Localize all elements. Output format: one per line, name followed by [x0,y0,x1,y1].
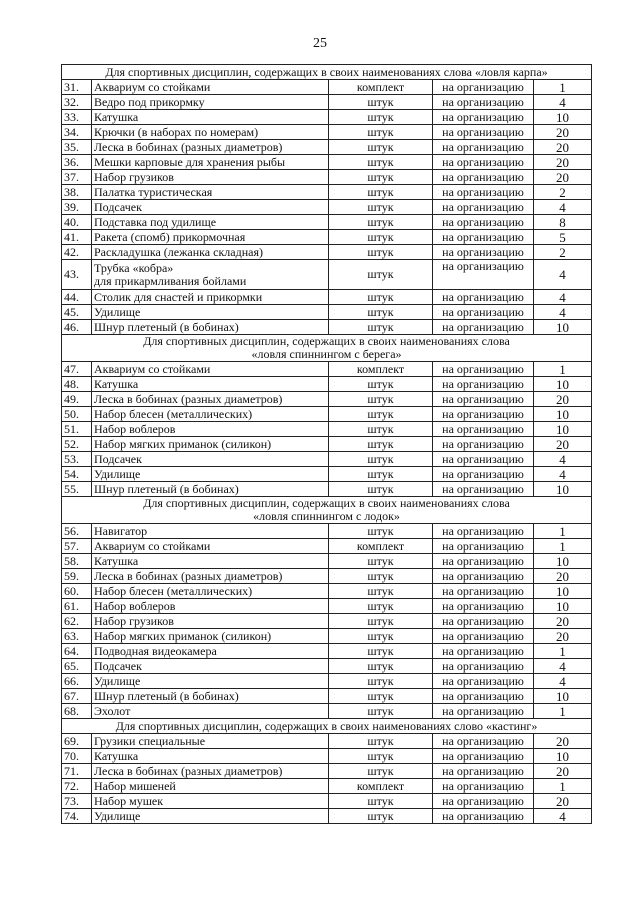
quantity-cell: 10 [534,407,592,422]
section-title-line: Для спортивных дисциплин, содержащих в своих наименованиях слова [143,334,510,348]
table-row [62,320,592,335]
unit-cell: штук [329,320,433,335]
unit-cell: штук [329,140,433,155]
quantity-cell: 1 [534,779,592,794]
page-number: 25 [313,36,327,51]
table-row [62,260,592,290]
item-name-cell: Аквариум со стойками [92,80,329,95]
row-number-cell: 33. [62,110,92,125]
item-name-line: Трубка «кобра» [94,260,174,275]
row-number-cell: 47. [62,362,92,377]
table-row [62,422,592,437]
allocation-cell: на организацию [433,584,534,599]
table-row [62,185,592,200]
row-number-cell: 42. [62,245,92,260]
quantity-cell: 20 [534,125,592,140]
item-name-cell: Набор мягких приманок (силикон) [92,437,329,452]
item-name-cell: Набор блесен (металлических) [92,407,329,422]
table-row [62,305,592,320]
table-row [62,452,592,467]
table-row [62,599,592,614]
item-name-cell: Набор мишеней [92,779,329,794]
row-number-cell: 72. [62,779,92,794]
unit-cell: штук [329,125,433,140]
table-row [62,110,592,125]
table-row [62,407,592,422]
allocation-cell: на организацию [433,200,534,215]
table-row [62,674,592,689]
quantity-cell: 4 [534,452,592,467]
allocation-cell: на организацию [433,290,534,305]
item-name-cell: Грузики специальные [92,734,329,749]
unit-cell: штук [329,95,433,110]
unit-cell: штук [329,674,433,689]
quantity-cell: 4 [534,809,592,824]
row-number-cell: 68. [62,704,92,719]
unit-cell: штук [329,290,433,305]
allocation-cell: на организацию [433,734,534,749]
allocation-cell: на организацию [433,467,534,482]
allocation-cell: на организацию [433,809,534,824]
unit-cell: штук [329,734,433,749]
allocation-cell: на организацию [433,185,534,200]
quantity-cell: 20 [534,392,592,407]
item-name-cell: Катушка [92,749,329,764]
allocation-cell: на организацию [433,599,534,614]
item-name-cell: Катушка [92,554,329,569]
quantity-cell: 20 [534,734,592,749]
unit-cell: штук [329,392,433,407]
allocation-cell: на организацию [433,614,534,629]
row-number-cell: 57. [62,539,92,554]
allocation-cell: на организацию [433,794,534,809]
quantity-cell: 10 [534,320,592,335]
quantity-cell: 4 [534,95,592,110]
unit-cell: штук [329,245,433,260]
table-row [62,230,592,245]
item-name-cell [92,260,329,290]
allocation-cell: на организацию [433,245,534,260]
quantity-cell: 10 [534,422,592,437]
item-name-cell: Набор мушек [92,794,329,809]
row-number-cell: 49. [62,392,92,407]
table-row [62,614,592,629]
table-row [62,482,592,497]
row-number-cell: 45. [62,305,92,320]
table-row [62,644,592,659]
row-number-cell: 51. [62,422,92,437]
table-row [62,125,592,140]
item-name-cell: Удилище [92,809,329,824]
allocation-cell: на организацию [433,320,534,335]
quantity-cell: 20 [534,170,592,185]
unit-cell: штук [329,614,433,629]
table-row [62,809,592,824]
row-number-cell: 74. [62,809,92,824]
item-name-cell: Леска в бобинах (разных диаметров) [92,764,329,779]
row-number-cell: 65. [62,659,92,674]
item-name-cell: Набор воблеров [92,599,329,614]
quantity-cell: 20 [534,764,592,779]
section-header-row [62,335,592,362]
item-name-cell: Набор грузиков [92,170,329,185]
table-row [62,467,592,482]
item-name-cell: Катушка [92,110,329,125]
quantity-cell: 20 [534,155,592,170]
quantity-cell: 4 [534,467,592,482]
unit-cell: комплект [329,539,433,554]
item-name-cell: Подставка под удилище [92,215,329,230]
table-row [62,794,592,809]
row-number-cell: 50. [62,407,92,422]
row-number-cell: 55. [62,482,92,497]
table-row [62,200,592,215]
table-row [62,629,592,644]
quantity-cell: 2 [534,245,592,260]
quantity-cell: 10 [534,377,592,392]
unit-cell: штук [329,809,433,824]
unit-cell: штук [329,155,433,170]
allocation-cell: на организацию [433,305,534,320]
table-row [62,437,592,452]
table-row [62,569,592,584]
allocation-cell: на организацию [433,764,534,779]
section-title [62,335,592,362]
table-row [62,584,592,599]
table-row [62,764,592,779]
table-row [62,377,592,392]
quantity-cell: 1 [534,524,592,539]
quantity-cell: 10 [534,599,592,614]
allocation-cell: на организацию [433,140,534,155]
item-name-cell: Мешки карповые для хранения рыбы [92,155,329,170]
unit-cell: штук [329,437,433,452]
item-name-line: для прикармливания бойлами [94,273,247,288]
item-name-cell: Леска в бобинах (разных диаметров) [92,140,329,155]
section-title-line: «ловля спиннингом с берега» [251,347,402,361]
quantity-cell: 2 [534,185,592,200]
row-number-cell: 69. [62,734,92,749]
quantity-cell: 1 [534,644,592,659]
table-row [62,539,592,554]
item-name-cell: Шнур плетеный (в бобинах) [92,689,329,704]
allocation-cell: на организацию [433,230,534,245]
section-header-row [62,719,592,734]
quantity-cell: 10 [534,110,592,125]
section-title-line: Для спортивных дисциплин, содержащих в своих наименованиях слова «ловля карпа» [105,64,548,79]
unit-cell: штук [329,230,433,245]
row-number-cell: 48. [62,377,92,392]
item-name-cell: Удилище [92,674,329,689]
unit-cell: штук [329,110,433,125]
row-number-cell: 32. [62,95,92,110]
section-title [62,497,592,524]
row-number-cell: 39. [62,200,92,215]
allocation-cell: на организацию [433,437,534,452]
allocation-cell: на организацию [433,482,534,497]
item-name-cell: Аквариум со стойками [92,539,329,554]
row-number-cell: 40. [62,215,92,230]
table-row [62,734,592,749]
unit-cell: комплект [329,779,433,794]
unit-cell: штук [329,554,433,569]
row-number-cell: 35. [62,140,92,155]
allocation-cell: на организацию [433,569,534,584]
quantity-cell: 1 [534,362,592,377]
table-row [62,524,592,539]
row-number-cell: 36. [62,155,92,170]
row-number-cell: 38. [62,185,92,200]
item-name-cell: Подводная видеокамера [92,644,329,659]
row-number-cell: 61. [62,599,92,614]
allocation-cell: на организацию [433,170,534,185]
unit-cell: штук [329,407,433,422]
unit-cell: штук [329,452,433,467]
allocation-cell: на организацию [433,392,534,407]
allocation-cell: на организацию [433,125,534,140]
quantity-cell: 4 [534,659,592,674]
table-row [62,215,592,230]
item-name-cell: Раскладушка (лежанка складная) [92,245,329,260]
quantity-cell: 20 [534,140,592,155]
section-title-line: Для спортивных дисциплин, содержащих в своих наименованиях слово «кастинг» [115,718,538,733]
item-name-cell: Навигатор [92,524,329,539]
allocation-cell: на организацию [433,377,534,392]
row-number-cell: 31. [62,80,92,95]
unit-cell: штук [329,185,433,200]
quantity-cell: 1 [534,80,592,95]
allocation-cell: на организацию [433,260,534,290]
row-number-cell: 44. [62,290,92,305]
quantity-cell: 5 [534,230,592,245]
unit-cell: штук [329,260,433,290]
table-row [62,95,592,110]
allocation-cell: на организацию [433,539,534,554]
table-row [62,392,592,407]
quantity-cell: 4 [534,260,592,290]
unit-cell: штук [329,689,433,704]
unit-cell: комплект [329,362,433,377]
allocation-cell: на организацию [433,422,534,437]
allocation-cell: на организацию [433,215,534,230]
equipment-table-body [62,65,592,824]
allocation-cell: на организацию [433,644,534,659]
section-title-line: «ловля спиннингом с лодок» [253,509,400,523]
allocation-cell: на организацию [433,704,534,719]
section-header-row [62,65,592,80]
quantity-cell: 1 [534,704,592,719]
table-row [62,245,592,260]
quantity-cell: 20 [534,614,592,629]
row-number-cell: 64. [62,644,92,659]
row-number-cell: 59. [62,569,92,584]
quantity-cell: 20 [534,569,592,584]
unit-cell: штук [329,170,433,185]
section-title [62,65,592,80]
quantity-cell: 10 [534,689,592,704]
item-name-cell: Подсачек [92,659,329,674]
row-number-cell: 53. [62,452,92,467]
row-number-cell: 37. [62,170,92,185]
item-name-cell: Набор блесен (металлических) [92,584,329,599]
equipment-table [61,64,592,824]
item-name-cell: Шнур плетеный (в бобинах) [92,482,329,497]
allocation-cell: на организацию [433,749,534,764]
row-number-cell: 60. [62,584,92,599]
allocation-cell: на организацию [433,407,534,422]
item-name-cell: Удилище [92,467,329,482]
unit-cell: штук [329,467,433,482]
item-name-cell: Леска в бобинах (разных диаметров) [92,569,329,584]
allocation-cell: на организацию [433,110,534,125]
unit-cell: штук [329,764,433,779]
allocation-cell: на организацию [433,554,534,569]
allocation-cell: на организацию [433,524,534,539]
quantity-cell: 4 [534,305,592,320]
item-name-cell: Шнур плетеный (в бобинах) [92,320,329,335]
unit-cell: штук [329,629,433,644]
allocation-cell: на организацию [433,362,534,377]
allocation-cell: на организацию [433,779,534,794]
quantity-cell: 10 [534,554,592,569]
unit-cell: комплект [329,80,433,95]
allocation-cell: на организацию [433,155,534,170]
section-title-line: Для спортивных дисциплин, содержащих в своих наименованиях слова [143,496,510,510]
item-name-cell: Аквариум со стойками [92,362,329,377]
item-name-cell: Эхолот [92,704,329,719]
row-number-cell: 43. [62,260,92,290]
item-name-cell: Леска в бобинах (разных диаметров) [92,392,329,407]
unit-cell: штук [329,524,433,539]
unit-cell: штук [329,704,433,719]
item-name-cell: Ведро под прикормку [92,95,329,110]
quantity-cell: 20 [534,629,592,644]
unit-cell: штук [329,482,433,497]
row-number-cell: 46. [62,320,92,335]
row-number-cell: 54. [62,467,92,482]
allocation-cell: на организацию [433,689,534,704]
quantity-cell: 10 [534,482,592,497]
allocation-cell: на организацию [433,452,534,467]
row-number-cell: 63. [62,629,92,644]
row-number-cell: 73. [62,794,92,809]
unit-cell: штук [329,569,433,584]
unit-cell: штук [329,644,433,659]
unit-cell: штук [329,659,433,674]
item-name-cell: Столик для снастей и прикормки [92,290,329,305]
allocation-cell: на организацию [433,629,534,644]
allocation-cell: на организацию [433,80,534,95]
table-row [62,80,592,95]
unit-cell: штук [329,584,433,599]
quantity-cell: 4 [534,200,592,215]
unit-cell: штук [329,200,433,215]
unit-cell: штук [329,215,433,230]
unit-cell: штук [329,749,433,764]
table-row [62,140,592,155]
unit-cell: штук [329,599,433,614]
row-number-cell: 56. [62,524,92,539]
quantity-cell: 10 [534,749,592,764]
table-row [62,659,592,674]
quantity-cell: 20 [534,437,592,452]
item-name-cell: Набор мягких приманок (силикон) [92,629,329,644]
quantity-cell: 1 [534,539,592,554]
item-name-cell: Набор воблеров [92,422,329,437]
section-header-row [62,497,592,524]
table-row [62,689,592,704]
table-row [62,155,592,170]
unit-cell: штук [329,377,433,392]
unit-cell: штук [329,305,433,320]
table-row [62,779,592,794]
item-name-cell: Палатка туристическая [92,185,329,200]
table-row [62,704,592,719]
quantity-cell: 20 [534,794,592,809]
item-name-cell: Набор грузиков [92,614,329,629]
item-name-cell: Подсачек [92,452,329,467]
table-row [62,749,592,764]
table-row [62,362,592,377]
item-name-cell: Крючки (в наборах по номерам) [92,125,329,140]
unit-cell: штук [329,422,433,437]
quantity-cell: 10 [534,584,592,599]
section-title [62,719,592,734]
item-name-cell: Подсачек [92,200,329,215]
row-number-cell: 34. [62,125,92,140]
row-number-cell: 70. [62,749,92,764]
row-number-cell: 71. [62,764,92,779]
table-row [62,554,592,569]
item-name-cell: Ракета (спомб) прикормочная [92,230,329,245]
row-number-cell: 58. [62,554,92,569]
quantity-cell: 4 [534,290,592,305]
row-number-cell: 66. [62,674,92,689]
quantity-cell: 8 [534,215,592,230]
table-row [62,290,592,305]
allocation-cell: на организацию [433,659,534,674]
quantity-cell: 4 [534,674,592,689]
allocation-cell: на организацию [433,674,534,689]
item-name-cell: Катушка [92,377,329,392]
row-number-cell: 41. [62,230,92,245]
row-number-cell: 52. [62,437,92,452]
table-row [62,170,592,185]
unit-cell: штук [329,794,433,809]
item-name-cell: Удилище [92,305,329,320]
allocation-cell: на организацию [433,95,534,110]
row-number-cell: 62. [62,614,92,629]
row-number-cell: 67. [62,689,92,704]
